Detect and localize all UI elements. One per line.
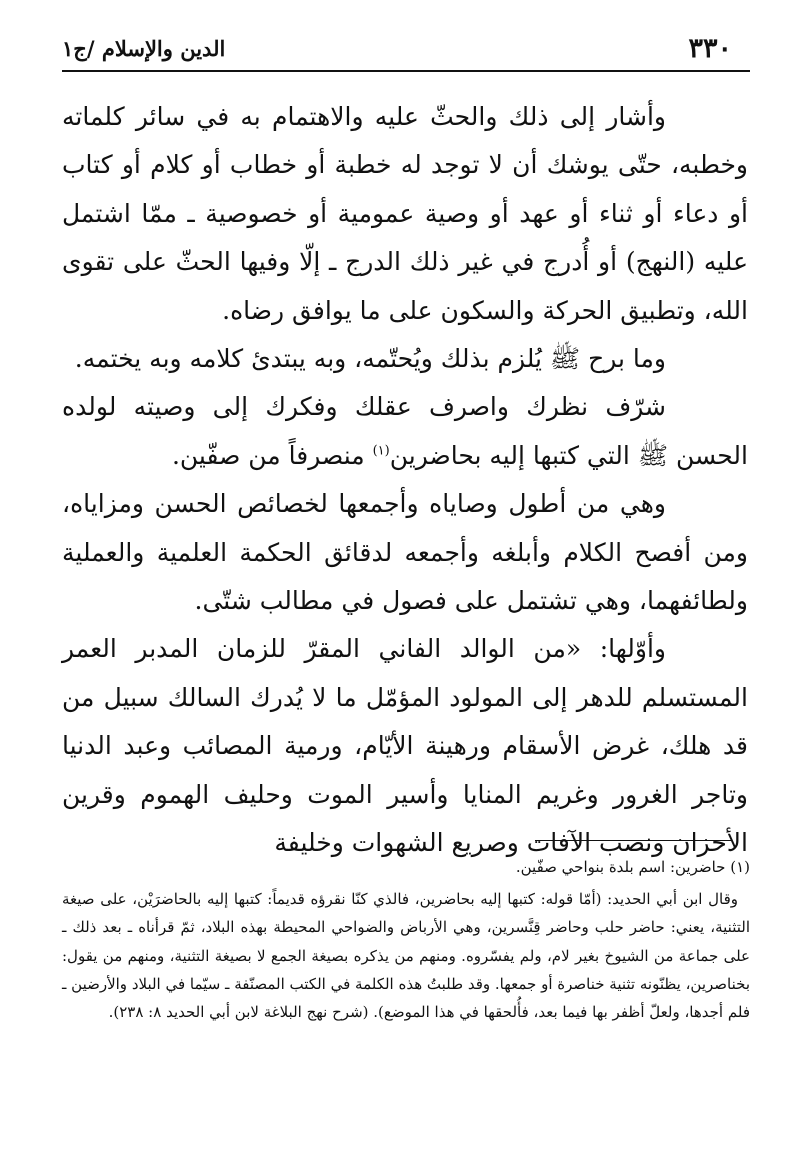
footnote-rule	[535, 840, 731, 841]
page-number: ٣٣٠	[688, 32, 732, 64]
page-header	[62, 30, 732, 66]
header-rule	[62, 70, 750, 72]
footnote-1: (١) حاضرين: اسم بلدة بنواحي صفّين.	[515, 858, 750, 876]
paragraph-2: وما برح ﷺ يُلزم بذلك ويُحتّمه، وبه يبتدئ كلامه وبه يختمه.	[74, 344, 666, 374]
paragraph-3-end: منصرفاً من صفّين.	[171, 440, 373, 470]
paragraph-3	[62, 383, 748, 480]
paragraph-4: وهي من أطول وصاياه وأجمعها لخصائص الحسن ومزاياه، ومن أفصح الكلام وأبلغه وأجمعه لدقائق الحكمة العلمية والعملية ولطائفهما، وهي تشتمل على فصول في مطالب شتّى.	[62, 489, 748, 616]
paragraph-3-text: شرّف نظرك واصرف عقلك وفكرك إلى وصيته لولده الحسن ﷺ التي كتبها إليه بحاضرين	[62, 392, 748, 470]
running-title: الدين والإسلام /ج١	[62, 35, 226, 61]
footnotes	[62, 853, 750, 1026]
footnote-marker: (١)	[372, 443, 390, 459]
main-text	[62, 93, 748, 868]
paragraph-5: وأوّلها: «من الوالد الفاني المقرّ للزمان المدبر العمر المستسلم للدهر إلى المولود المؤمّل ما لا يُدرك السالك سبيل من قد هلك، غرض الأسقام ورهينة الأيّام، ورمية المصائب وعبد الدنيا وتاجر الغرور وغريم المنايا وأسير الموت وحليف الهموم وقرين الأحزان ونصب الآفات وصريع الشهوات وخليفة	[62, 634, 748, 858]
footnote-1-detail: وقال ابن أبي الحديد: (أمّا قوله: كتبها إليه بحاضرين، فالذي كنّا نقرؤه قديماً: كتبها إليه بالحاضرَيْن، على صيغة التثنية، يعني: حاضر حلب وحاضر قِنَّسرين، وهي الأرباض والضواحي المحيطة بهذه البلاد، ثمّ قرأناه ـ بعد ذلك ـ على جماعة من الشيوخ بغير لام، ولم يفسّروه. ومنهم من يذكره بصيغة الجمع لا بصيغة التثنية، ومنهم من يقول: بخناصرين، يظنّونه تثنية خناصرة أو جمعها. وقد طلبتُ هذه الكلمة في الكتب المصنّفة ـ سيّما في البلاد والأرضين ـ فلم أجدها، ولعلّ أظفر بها فيما بعد، فأُلحقها في هذا الموضع). (شرح نهج البلاغة لابن أبي الحديد ٨: ٢٣٨).	[62, 890, 750, 1022]
paragraph-1: وأشار إلى ذلك والحثّ عليه والاهتمام به في سائر كلماته وخطبه، حتّى يوشك أن لا توجد له خطبة أو خطاب أو كلام أو كتاب أو دعاء أو ثناء أو عهد أو وصية عمومية أو خصوصية ـ ممّا اشتمل عليه (النهج) أو أُدرج في غير ذلك الدرج ـ إلّا وفيها الحثّ على تقوى الله، وتطبيق الحركة والسكون على ما يوافق رضاه.	[62, 102, 748, 325]
